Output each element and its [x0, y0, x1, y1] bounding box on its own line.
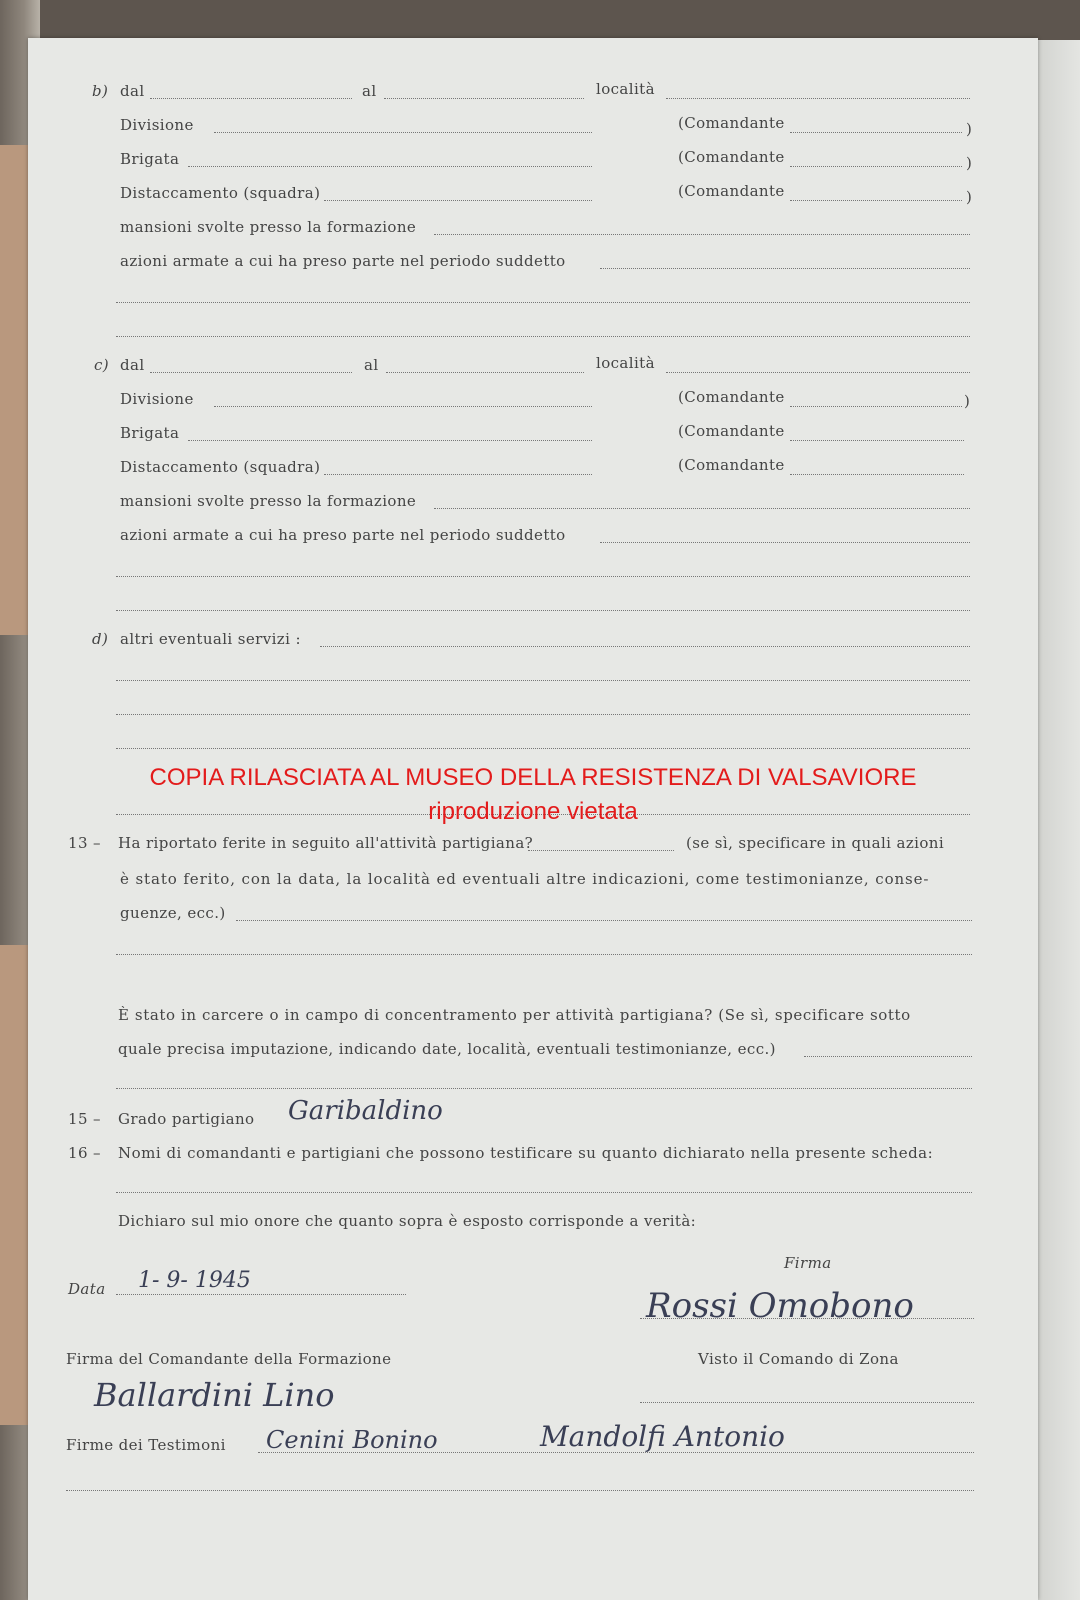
brigata-field: [188, 440, 592, 441]
binder-tab: [0, 945, 30, 1425]
dal-label: dal: [120, 82, 145, 100]
divisione-field: [214, 132, 592, 133]
blank-line: [116, 1192, 972, 1193]
comandante-label: (Comandante: [678, 388, 785, 406]
visto-comando-zona-label: Visto il Comando di Zona: [698, 1350, 899, 1368]
blank-line: [116, 576, 970, 577]
al-label: al: [364, 356, 379, 374]
reproduction-prohibited-notice: riproduzione vietata: [428, 798, 638, 825]
dal-field: [150, 372, 352, 373]
blank-line: [116, 1088, 972, 1089]
q14-question: È stato in carcere o in campo di concentramento per attività partigiana? (Se sì, specificare sotto: [118, 1006, 911, 1024]
blank-line: [116, 610, 970, 611]
comandante-label: (Comandante: [678, 148, 785, 166]
divisione-label: Divisione: [120, 390, 194, 408]
museum-copy-watermark: COPIA RILASCIATA AL MUSEO DELLA RESISTENZA DI VALSAVIORE: [149, 764, 917, 791]
localita-label: località: [596, 80, 655, 98]
q14-question-line2: quale precisa imputazione, indicando date, località, eventuali testimonianze, ecc.): [118, 1040, 776, 1058]
distaccamento-field: [324, 474, 592, 475]
dal-label: dal: [120, 356, 145, 374]
blank-line: [116, 336, 970, 337]
data-value: 1- 9- 1945: [138, 1268, 251, 1293]
q13-number: 13 –: [68, 834, 101, 852]
comandante-field: [790, 132, 962, 133]
comandante-field: [790, 200, 962, 201]
blank-line: [116, 714, 970, 715]
comandante-field: [790, 474, 964, 475]
dal-field: [150, 98, 352, 99]
comandante-label: (Comandante: [678, 456, 785, 474]
comandante-field: [790, 440, 964, 441]
localita-label: località: [596, 354, 655, 372]
altri-servizi-field: [320, 646, 970, 647]
firma-label: Firma: [784, 1254, 832, 1272]
comandante-formazione-label: Firma del Comandante della Formazione: [66, 1350, 392, 1368]
brigata-label: Brigata: [120, 424, 180, 442]
mansioni-field: [434, 508, 970, 509]
testimoni-field: [258, 1452, 974, 1453]
q16-number: 16 –: [68, 1144, 101, 1162]
al-field: [384, 98, 584, 99]
firma-field: [640, 1318, 974, 1319]
mansioni-label: mansioni svolte presso la formazione: [120, 218, 417, 236]
azioni-field: [600, 542, 970, 543]
grado-partigiano-label: Grado partigiano: [118, 1110, 255, 1128]
q14-field: [804, 1056, 972, 1057]
blank-line: [116, 748, 970, 749]
divisione-field: [214, 406, 592, 407]
paren-close: ): [966, 188, 973, 206]
q13-answer-field: [528, 850, 674, 851]
mansioni-label: mansioni svolte presso la formazione: [120, 492, 417, 510]
blank-line: [116, 302, 970, 303]
visto-field: [640, 1402, 974, 1403]
paren-close: ): [966, 154, 973, 172]
section-c-letter: c): [94, 356, 110, 374]
q13-instruction-line2: è stato ferito, con la data, la località ed eventuali altre indicazioni, come testimonianze, conse-: [120, 870, 930, 888]
localita-field: [666, 98, 970, 99]
binder-tab: [0, 145, 30, 635]
signatory-signature: Rossi Omobono: [646, 1286, 914, 1326]
distaccamento-label: Distaccamento (squadra): [120, 458, 321, 476]
grado-partigiano-value: Garibaldino: [288, 1096, 443, 1126]
data-field: [116, 1294, 406, 1295]
comandante-label: (Comandante: [678, 114, 785, 132]
comandante-signature: Ballardini Lino: [94, 1376, 335, 1414]
testimone-1-signature: Cenini Bonino: [266, 1426, 438, 1454]
comandante-label: (Comandante: [678, 182, 785, 200]
q13-question: Ha riportato ferite in seguito all'attività partigiana?: [118, 834, 534, 852]
declaration-text: Dichiaro sul mio onore che quanto sopra è esposto corrisponde a verità:: [118, 1212, 697, 1230]
section-b-letter: b): [92, 82, 109, 100]
section-d-letter: d): [92, 630, 109, 648]
distaccamento-label: Distaccamento (squadra): [120, 184, 321, 202]
q13-instruction-line3: guenze, ecc.): [120, 904, 226, 922]
blank-line: [116, 680, 970, 681]
q13-instruction: (se sì, specificare in quali azioni: [686, 834, 945, 852]
al-label: al: [362, 82, 377, 100]
azioni-label: azioni armate a cui ha preso parte nel periodo suddetto: [120, 252, 566, 270]
blank-line: [66, 1490, 974, 1491]
blank-line: [116, 954, 972, 955]
divisione-label: Divisione: [120, 116, 194, 134]
al-field: [386, 372, 584, 373]
brigata-field: [188, 166, 592, 167]
azioni-label: azioni armate a cui ha preso parte nel periodo suddetto: [120, 526, 566, 544]
data-label: Data: [68, 1280, 106, 1298]
brigata-label: Brigata: [120, 150, 180, 168]
comandante-label: (Comandante: [678, 422, 785, 440]
form-page: [28, 38, 1038, 1600]
localita-field: [666, 372, 970, 373]
comandante-field: [790, 406, 962, 407]
paren-close: ): [964, 392, 971, 410]
q15-number: 15 –: [68, 1110, 101, 1128]
q13-field: [236, 920, 972, 921]
azioni-field: [600, 268, 970, 269]
q16-question: Nomi di comandanti e partigiani che possono testificare su quanto dichiarato nella presente scheda:: [118, 1144, 934, 1162]
testimoni-label: Firme dei Testimoni: [66, 1436, 226, 1454]
comandante-field: [790, 166, 962, 167]
mansioni-field: [434, 234, 970, 235]
paren-close: ): [966, 120, 973, 138]
altri-servizi-label: altri eventuali servizi :: [120, 630, 301, 648]
testimone-2-signature: Mandolfi Antonio: [540, 1420, 785, 1453]
distaccamento-field: [324, 200, 592, 201]
